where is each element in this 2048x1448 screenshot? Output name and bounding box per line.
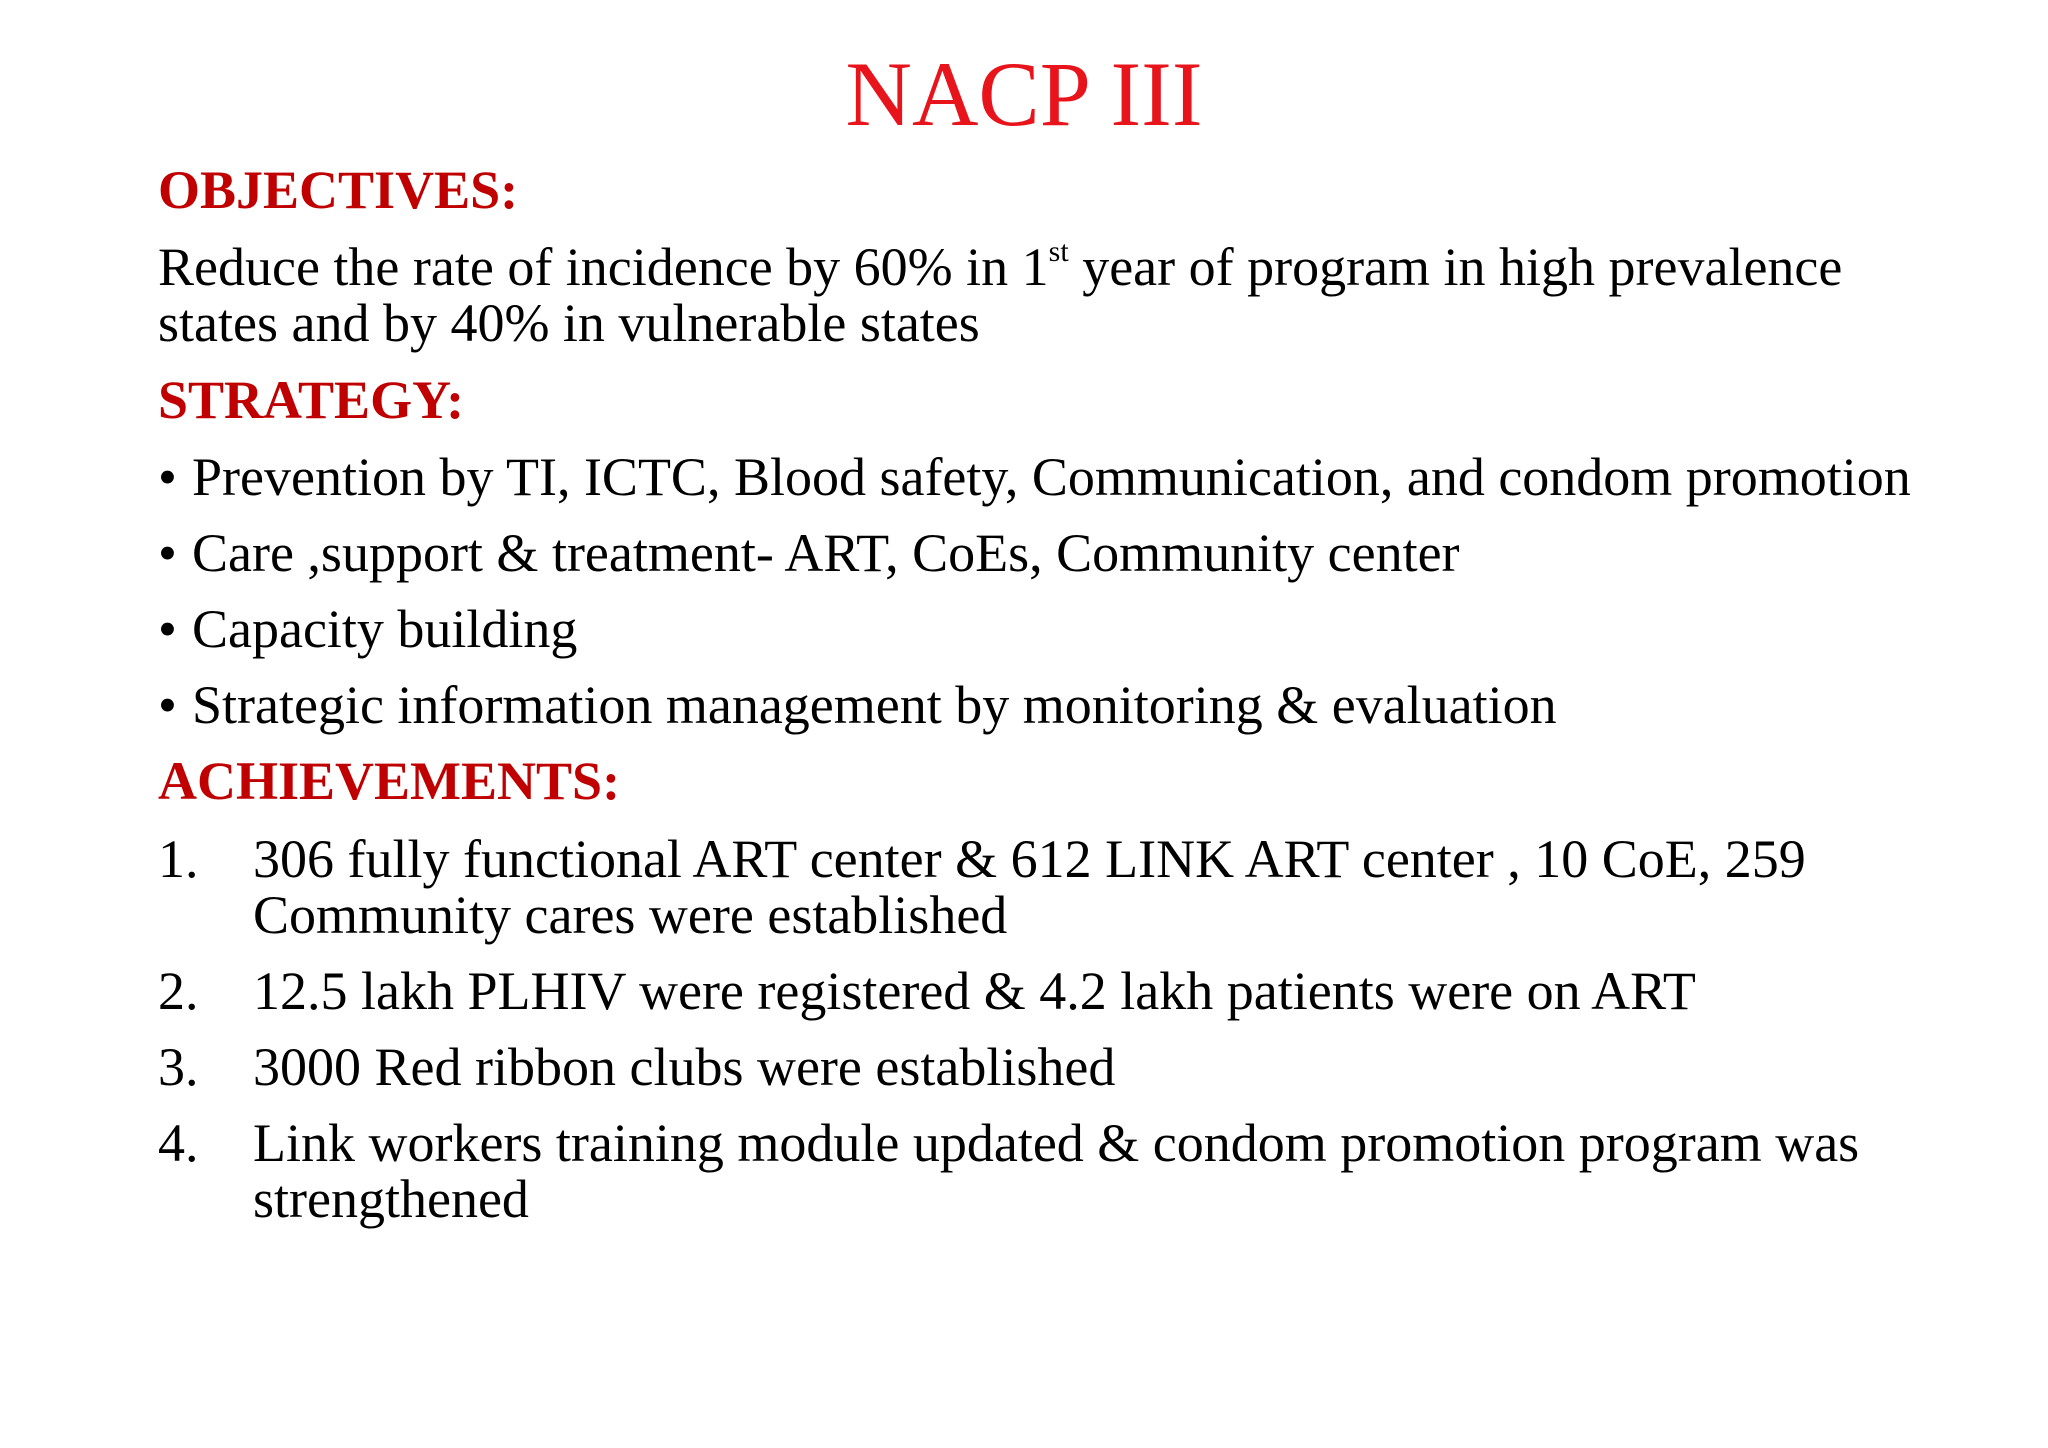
strategy-item-text: Strategic information management by monitoring & evaluation [192,675,1557,736]
achievement-number: 2. [158,960,199,1021]
bullet-icon: • [158,675,177,736]
strategy-item [158,599,1918,660]
ordinal-superscript: st [1048,235,1069,269]
achievement-text: 3000 Red ribbon clubs were established [253,1037,1116,1098]
strategy-heading: STRATEGY: [158,369,465,430]
objectives-text-part1: Reduce the rate of incidence by 60% in 1 [158,237,1049,298]
slide-title: NACP III [845,43,1203,145]
strategy-item-text: Care ,support & treatment- ART, CoEs, Community center [192,522,1460,583]
strategy-item [158,446,1918,507]
strategy-list [158,446,1918,736]
achievement-item [158,1113,1918,1230]
bullet-icon: • [158,599,177,660]
achievement-number: 3. [158,1037,199,1098]
bullet-icon: • [158,522,177,583]
slide-content [158,162,1918,1248]
objectives-text [158,235,1918,354]
strategy-item-text: Capacity building [192,599,578,660]
achievement-number: 1. [158,828,199,889]
strategy-item [158,522,1918,583]
objectives-text-part2: year of program in high prevalence states and by 40% in vulnerable states [158,237,1843,354]
achievement-number: 4. [158,1113,199,1174]
achievement-item [158,1037,1918,1098]
achievement-text: 306 fully functional ART center & 612 LINK ART center , 10 CoE, 259 Community cares were established [253,828,1806,945]
achievement-item [158,960,1918,1021]
achievement-text: Link workers training module updated & condom promotion program was strengthened [253,1113,1860,1230]
strategy-item-text: Prevention by TI, ICTC, Blood safety, Communication, and condom promotion [192,446,1911,507]
objectives-heading: OBJECTIVES: [158,160,519,220]
achievement-item [158,828,1918,945]
bullet-icon: • [158,446,177,507]
strategy-item [158,675,1918,736]
achievements-heading: ACHIEVEMENTS: [158,751,621,812]
achievement-text: 12.5 lakh PLHIV were registered & 4.2 lakh patients were on ART [253,960,1696,1021]
achievements-list [158,828,1918,1230]
